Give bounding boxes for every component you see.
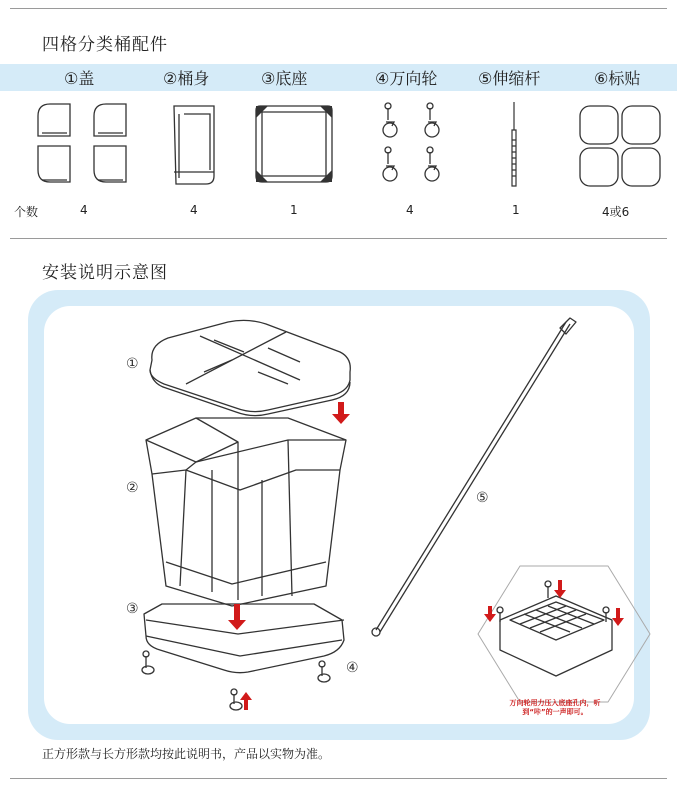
marker-rod: ⑤ bbox=[476, 490, 489, 506]
marker-caster: ④ bbox=[346, 660, 359, 676]
part-label-lid: ①盖 bbox=[64, 69, 95, 88]
part-label-base: ③底座 bbox=[261, 69, 308, 88]
count-base: 1 bbox=[290, 203, 298, 217]
count-caster: 4 bbox=[406, 203, 414, 217]
marker-body: ② bbox=[126, 480, 139, 496]
marker-base: ③ bbox=[126, 601, 139, 617]
caster-install-note: 万向轮用力压入底座孔内，听到“咔”的一声即可。 bbox=[509, 699, 601, 716]
footer-note: 正方形款与长方形款均按此说明书，产品以实物为准。 bbox=[42, 747, 331, 761]
count-label: 个数 bbox=[14, 205, 39, 219]
count-sticker: 4或6 bbox=[602, 205, 630, 219]
install-title: 安装说明示意图 bbox=[42, 263, 168, 283]
part-label-rod: ⑤伸缩杆 bbox=[478, 69, 541, 88]
count-body: 4 bbox=[190, 203, 198, 217]
part-label-sticker: ⑥标贴 bbox=[594, 69, 641, 88]
count-rod: 1 bbox=[512, 203, 520, 217]
marker-lid: ① bbox=[126, 356, 139, 372]
bottom-divider bbox=[10, 778, 667, 779]
part-label-body: ②桶身 bbox=[163, 69, 210, 88]
count-lid: 4 bbox=[80, 203, 88, 217]
parts-title: 四格分类桶配件 bbox=[42, 35, 168, 55]
part-label-caster: ④万向轮 bbox=[375, 69, 438, 88]
